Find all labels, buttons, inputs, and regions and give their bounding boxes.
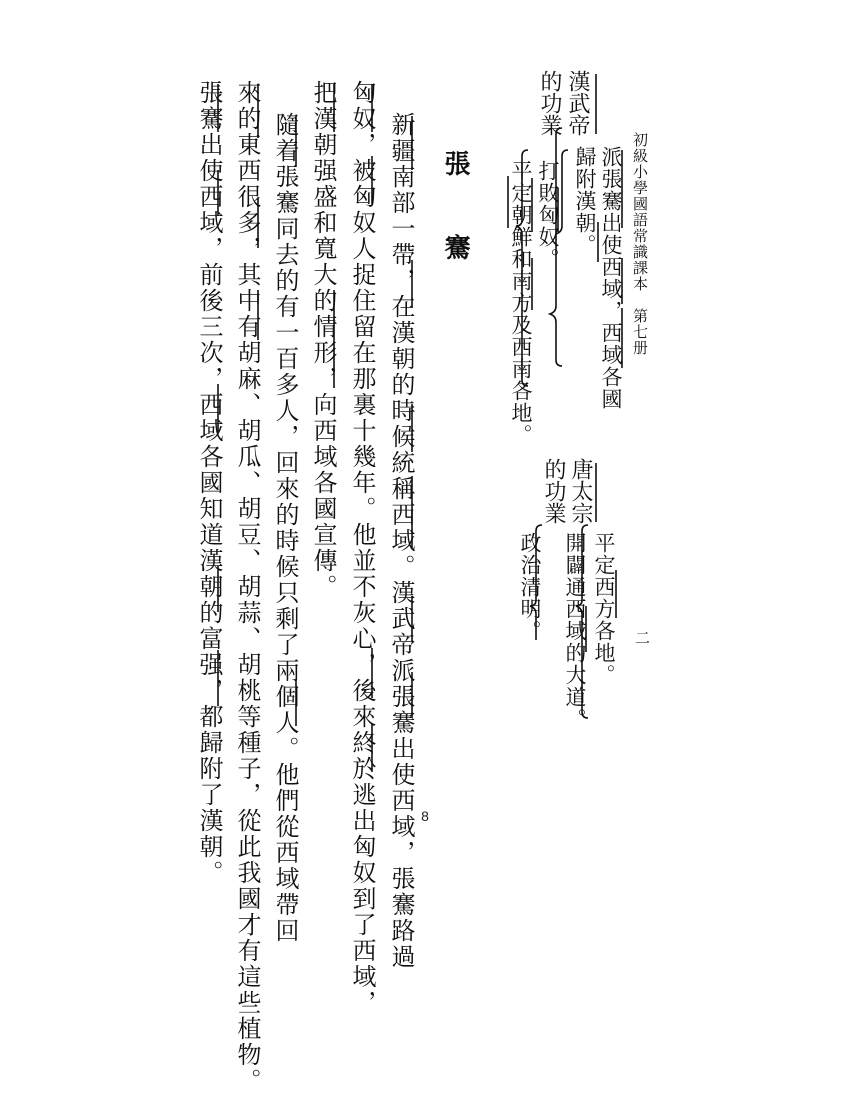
page-number: 二 [633,630,651,645]
lesson-title: 張騫 [440,150,470,318]
han-wudi-brace [550,128,562,366]
book-title: 初級小學國語常識課本 [631,132,649,292]
han-wudi-item: 派張騫出使西域，西域各國 [599,146,623,410]
han-wudi-brace-lower [516,150,528,386]
tang-taizong-item: 政治清明。 [518,532,542,642]
tang-taizong-item: 平定西方各地。 [592,532,616,686]
han-wudi-item: 平定朝鮮和南方及西南各地。 [509,160,533,446]
paragraph-line: 張騫出使西域，前後三次，西域各國知道漢朝的富强，都歸附了漢朝。 [195,80,223,886]
volume-label: 第七册 [631,308,649,356]
tang-taizong-suffix: 的功業 [541,458,566,524]
tang-taizong-name: 唐太宗 [568,458,593,524]
paragraph-line: 來的東西很多，其中有胡麻、胡瓜、胡豆、胡蒜、胡桃等種子，從此我國才有這些植物。 [233,80,261,1094]
han-wudi-suffix: 的功業 [537,70,562,136]
footer-page-number: 8 [421,808,429,824]
han-wudi-name: 漢武帝 [565,70,590,136]
han-wudi-item: 歸附漢朝。 [573,146,597,256]
tang-taizong-brace-lower [530,525,542,640]
paragraph-line: 匈奴，被匈奴人捉住留在那裏十幾年。他並不灰心，後來終於逃出匈奴到了西域， [348,80,376,1016]
paragraph-line: 新疆南部一帶，在漢朝的時候統稱西域。漢武帝派張騫出使西域，張騫路過 [387,112,415,970]
paragraph-line: 隨着張騫同去的有一百多人，回來的時候只剩了兩個人。他們從西域帶回 [271,112,299,944]
han-wudi-item: 打敗匈奴。 [536,160,560,270]
paragraph-line: 把漢朝强盛和寬大的情形，向西域各國宣傳。 [309,80,337,600]
tang-taizong-item: 開闢通西域的大道。 [563,532,587,730]
